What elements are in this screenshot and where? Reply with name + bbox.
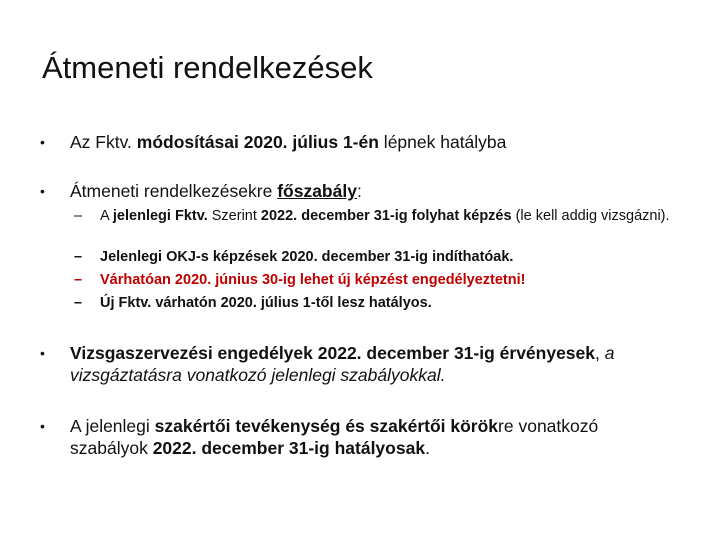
sub-dash: – [74, 295, 83, 311]
bullet-1 [40, 131, 680, 153]
bullet-dot: • [40, 418, 45, 434]
slide-title: Átmeneti rendelkezések [42, 50, 373, 85]
bullet-dot: • [40, 183, 45, 199]
bullet-text: A jelenlegi szakértői tevékenység és szakértői körökre vonatkozó szabályok 2022. december 31-ig hatályosak. [70, 416, 599, 458]
subitem-2 [74, 249, 690, 266]
subitem-text: Jelenlegi OKJ-s képzések 2020. december 31-ig indíthatóak. [100, 249, 514, 265]
subitem-text: Várhatóan 2020. június 30-ig lehet új képzést engedélyeztetni! [100, 272, 526, 288]
bullet-text: Az Fktv. módosításai 2020. július 1-én lépnek hatályba [70, 132, 507, 152]
sub-dash: – [74, 272, 83, 288]
sub-dash: – [74, 208, 83, 224]
subitem-1 [74, 208, 690, 225]
bullet-3 [40, 342, 680, 386]
sub-dash: – [74, 249, 83, 265]
subitem-text: Új Fktv. várhatón 2020. július 1-től lesz hatályos. [100, 295, 432, 311]
bullet-dot: • [40, 345, 45, 361]
subitem-4 [74, 295, 690, 312]
bullet-2 [40, 180, 680, 202]
bullet-dot: • [40, 134, 45, 150]
bullet-4 [40, 415, 680, 459]
subitem-3 [74, 272, 690, 289]
subitem-text: A jelenlegi Fktv. Szerint 2022. december 31-ig folyhat képzés (le kell addig vizsgázni). [100, 208, 670, 224]
bullet-text: Átmeneti rendelkezésekre főszabály: [70, 181, 362, 201]
bullet-text: Vizsgaszervezési engedélyek 2022. december 31-ig érvényesek, a vizsgáztatásra vonatkozó jelenlegi szabályokkal. [70, 343, 615, 385]
